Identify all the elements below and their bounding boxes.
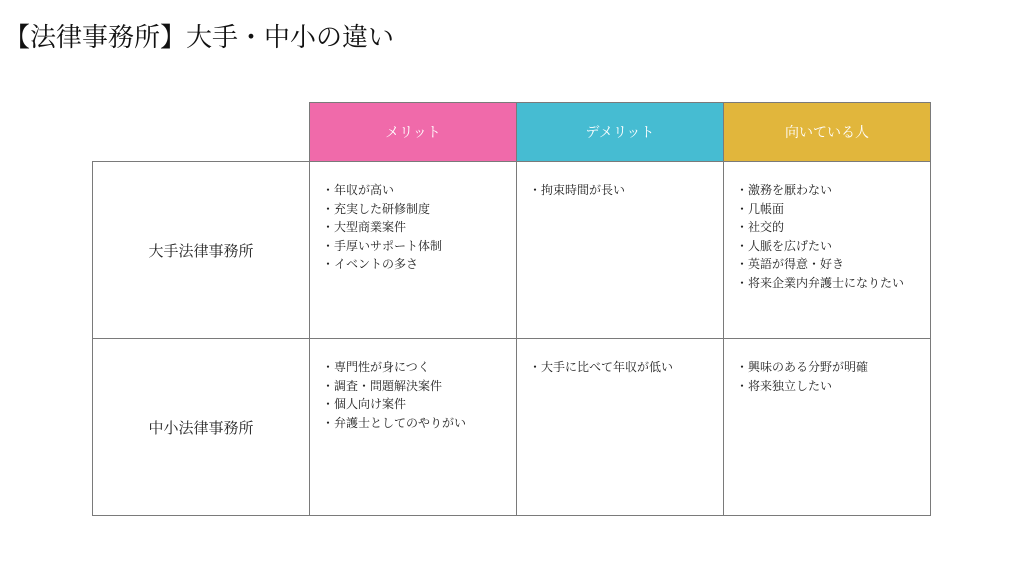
item-list bbox=[724, 339, 930, 395]
cell-large-suited bbox=[724, 162, 931, 339]
list-item: ・興味のある分野が明確 bbox=[736, 360, 869, 374]
cell-large-merit bbox=[310, 162, 517, 339]
cell-small-demerit bbox=[517, 339, 724, 516]
header-row bbox=[93, 103, 931, 162]
column-header-merit: メリット bbox=[310, 103, 517, 162]
item-list bbox=[310, 162, 516, 274]
cell-small-merit bbox=[310, 339, 517, 516]
list-item: ・弁護士としてのやりがい bbox=[322, 415, 467, 430]
item-list bbox=[724, 162, 930, 292]
item-list bbox=[517, 339, 723, 377]
list-item: ・イベントの多さ bbox=[322, 257, 419, 271]
table-row bbox=[93, 339, 931, 516]
column-header-suited-person: 向いている人 bbox=[724, 103, 931, 162]
list-item: ・大手に比べて年収が低い bbox=[529, 360, 674, 374]
list-item: ・社交的 bbox=[736, 220, 785, 234]
list-item: ・大型商業案件 bbox=[322, 220, 407, 234]
list-item: ・英語が得意・好き bbox=[736, 257, 845, 271]
table-row bbox=[93, 162, 931, 339]
list-item: ・個人向け案件 bbox=[322, 397, 407, 411]
list-item: ・年収が高い bbox=[322, 183, 395, 197]
item-list bbox=[310, 339, 516, 432]
list-item: ・充実した研修制度 bbox=[322, 201, 431, 216]
item-list bbox=[517, 162, 723, 200]
column-header-demerit: デメリット bbox=[517, 103, 724, 162]
page-title: 【法律事務所】大手・中小の違い bbox=[4, 23, 395, 53]
list-item: ・将来独立したい bbox=[736, 378, 833, 393]
list-item: ・将来企業内弁護士になりたい bbox=[736, 275, 905, 290]
list-item: ・激務を厭わない bbox=[736, 183, 833, 197]
list-item: ・調査・問題解決案件 bbox=[322, 378, 443, 393]
row-label-small-firm: 中小法律事務所 bbox=[93, 339, 310, 516]
list-item: ・人脈を広げたい bbox=[736, 238, 833, 253]
list-item: ・拘束時間が長い bbox=[529, 183, 626, 197]
list-item: ・手厚いサポート体制 bbox=[322, 238, 443, 253]
row-label-large-firm: 大手法律事務所 bbox=[93, 162, 310, 339]
comparison-table bbox=[92, 102, 931, 516]
cell-large-demerit bbox=[517, 162, 724, 339]
list-item: ・専門性が身につく bbox=[322, 360, 430, 374]
cell-small-suited bbox=[724, 339, 931, 516]
corner-cell bbox=[93, 103, 310, 162]
list-item: ・几帳面 bbox=[736, 201, 785, 216]
